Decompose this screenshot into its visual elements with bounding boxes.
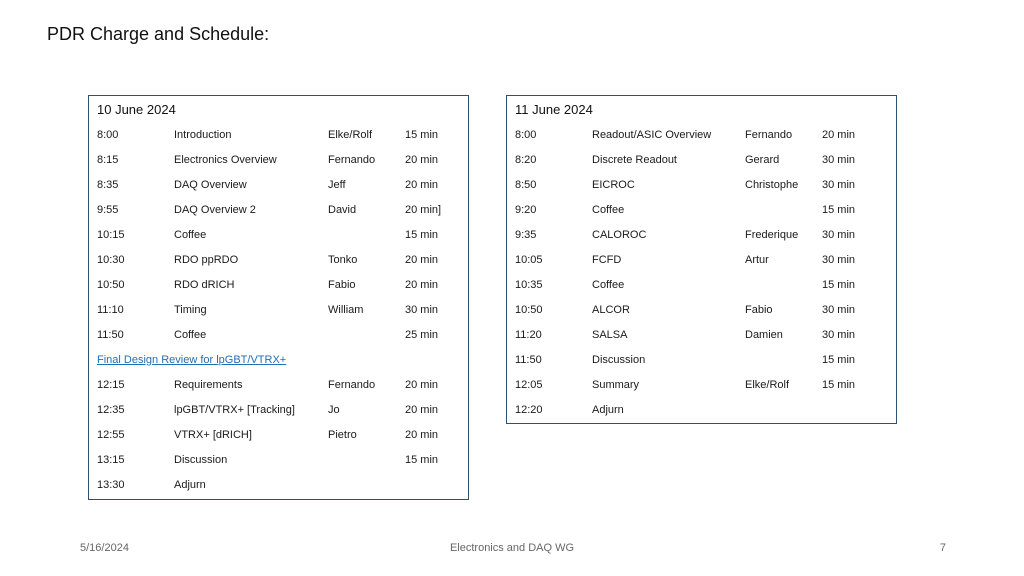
row-topic: Coffee (592, 279, 625, 291)
row-topic: Electronics Overview (174, 154, 277, 166)
row-time: 9:20 (515, 204, 537, 216)
row-time: 12:20 (515, 404, 543, 416)
schedule-row (507, 302, 896, 327)
row-duration: 30 min (822, 254, 856, 266)
review-link[interactable]: Final Design Review for lpGBT/VTRX+ (97, 354, 287, 366)
row-time: 9:55 (97, 204, 119, 216)
row-duration: 30 min (405, 304, 439, 316)
row-speaker: Fernando (328, 154, 376, 166)
row-speaker: Fernando (745, 129, 793, 141)
schedule-row (89, 327, 468, 352)
row-topic: Readout/ASIC Overview (592, 129, 712, 141)
row-duration: 30 min (822, 229, 856, 241)
row-time: 12:05 (515, 379, 543, 391)
row-topic: SALSA (592, 329, 628, 341)
row-time: 8:00 (97, 129, 119, 141)
schedule-row (89, 477, 468, 502)
row-time: 12:55 (97, 429, 125, 441)
schedule-row (507, 402, 896, 427)
row-time: 9:35 (515, 229, 537, 241)
day1-date-header: 10 June 2024 (97, 102, 176, 117)
row-time: 13:30 (97, 479, 125, 491)
row-duration: 20 min (405, 379, 439, 391)
row-topic: Coffee (174, 229, 207, 241)
row-duration: 15 min (822, 279, 856, 291)
schedule-row (507, 227, 896, 252)
row-speaker: Frederique (745, 229, 799, 241)
row-speaker: William (328, 304, 364, 316)
row-speaker: Artur (745, 254, 769, 266)
row-speaker: Fabio (328, 279, 356, 291)
row-time: 10:15 (97, 229, 125, 241)
row-topic: Discussion (174, 454, 228, 466)
schedule-row (89, 152, 468, 177)
schedule-box-day1 (88, 95, 469, 500)
row-duration: 20 min (822, 129, 856, 141)
row-duration: 25 min (405, 329, 439, 341)
row-duration: 20 min (405, 279, 439, 291)
row-speaker: Damien (745, 329, 783, 341)
schedule-row (507, 377, 896, 402)
schedule-row (507, 252, 896, 277)
row-speaker: Pietro (328, 429, 357, 441)
schedule-row (89, 352, 468, 377)
row-duration: 30 min (822, 329, 856, 341)
row-time: 8:00 (515, 129, 537, 141)
schedule-row (89, 377, 468, 402)
row-duration: 30 min (822, 154, 856, 166)
row-topic: RDO ppRDO (174, 254, 239, 266)
row-speaker: Elke/Rolf (328, 129, 373, 141)
row-speaker: Elke/Rolf (745, 379, 790, 391)
row-duration: 20 min (405, 429, 439, 441)
row-duration: 20 min (405, 179, 439, 191)
row-speaker: Christophe (745, 179, 799, 191)
schedule-row (89, 127, 468, 152)
row-time: 8:15 (97, 154, 119, 166)
schedule-row (89, 427, 468, 452)
row-time: 10:30 (97, 254, 125, 266)
schedule-row (507, 352, 896, 377)
row-time: 10:50 (515, 304, 543, 316)
schedule-row (507, 202, 896, 227)
row-speaker: Fernando (328, 379, 376, 391)
row-speaker: David (328, 204, 357, 216)
row-topic: Coffee (592, 204, 625, 216)
day1-rows (89, 127, 468, 502)
schedule-row (89, 302, 468, 327)
row-topic: DAQ Overview (174, 179, 247, 191)
row-speaker: Gerard (745, 154, 780, 166)
row-duration: 15 min (405, 229, 439, 241)
row-speaker: Jo (328, 404, 340, 416)
schedule-row (89, 452, 468, 477)
row-time: 11:50 (97, 329, 124, 341)
row-topic: Introduction (174, 129, 232, 141)
row-time: 13:15 (97, 454, 125, 466)
row-time: 11:10 (97, 304, 124, 316)
footer-title: Electronics and DAQ WG (449, 542, 575, 554)
row-time: 8:50 (515, 179, 537, 191)
slide-title: PDR Charge and Schedule: (47, 24, 270, 44)
row-topic: Summary (592, 379, 640, 391)
row-topic: Coffee (174, 329, 207, 341)
schedule-row (89, 277, 468, 302)
schedule-row (89, 227, 468, 252)
row-topic: VTRX+ [dRICH] (174, 429, 252, 441)
schedule-row (507, 277, 896, 302)
row-topic: lpGBT/VTRX+ [Tracking] (174, 404, 295, 416)
row-topic: CALOROC (592, 229, 647, 241)
row-duration: 20 min (405, 404, 439, 416)
row-speaker: Jeff (328, 179, 346, 191)
row-duration: 30 min (822, 179, 856, 191)
schedule-row (89, 202, 468, 227)
row-topic: Discussion (592, 354, 646, 366)
row-speaker: Tonko (328, 254, 358, 266)
row-topic: EICROC (592, 179, 635, 191)
row-topic: RDO dRICH (174, 279, 235, 291)
row-time: 12:35 (97, 404, 125, 416)
row-time: 11:50 (515, 354, 542, 366)
row-duration: 20 min] (405, 204, 442, 216)
row-duration: 15 min (822, 379, 856, 391)
row-duration: 15 min (822, 354, 856, 366)
row-topic: Adjurn (174, 479, 206, 491)
row-duration: 15 min (822, 204, 856, 216)
row-time: 12:15 (97, 379, 125, 391)
row-time: 10:50 (97, 279, 125, 291)
row-topic: ALCOR (592, 304, 630, 316)
row-topic: Timing (174, 304, 207, 316)
schedule-row (507, 127, 896, 152)
row-duration: 15 min (405, 129, 439, 141)
footer-page-number: 7 (939, 542, 946, 554)
row-time: 8:35 (97, 179, 119, 191)
row-topic: DAQ Overview 2 (174, 204, 256, 216)
schedule-box-day2 (506, 95, 897, 424)
schedule-row (89, 177, 468, 202)
row-topic: Discrete Readout (592, 154, 677, 166)
row-duration: 20 min (405, 154, 439, 166)
row-time: 8:20 (515, 154, 537, 166)
footer-date: 5/16/2024 (80, 542, 129, 554)
row-topic: Adjurn (592, 404, 624, 416)
row-topic: FCFD (592, 254, 622, 266)
schedule-row (89, 252, 468, 277)
row-duration: 30 min (822, 304, 856, 316)
row-speaker: Fabio (745, 304, 773, 316)
day2-date-header: 11 June 2024 (515, 102, 593, 117)
row-duration: 20 min (405, 254, 439, 266)
row-time: 10:05 (515, 254, 543, 266)
schedule-row (507, 152, 896, 177)
schedule-row (507, 177, 896, 202)
row-topic: Requirements (174, 379, 243, 391)
schedule-row (507, 327, 896, 352)
schedule-row (89, 402, 468, 427)
day2-rows (507, 127, 896, 427)
row-duration: 15 min (405, 454, 439, 466)
row-time: 11:20 (515, 329, 542, 341)
row-time: 10:35 (515, 279, 543, 291)
